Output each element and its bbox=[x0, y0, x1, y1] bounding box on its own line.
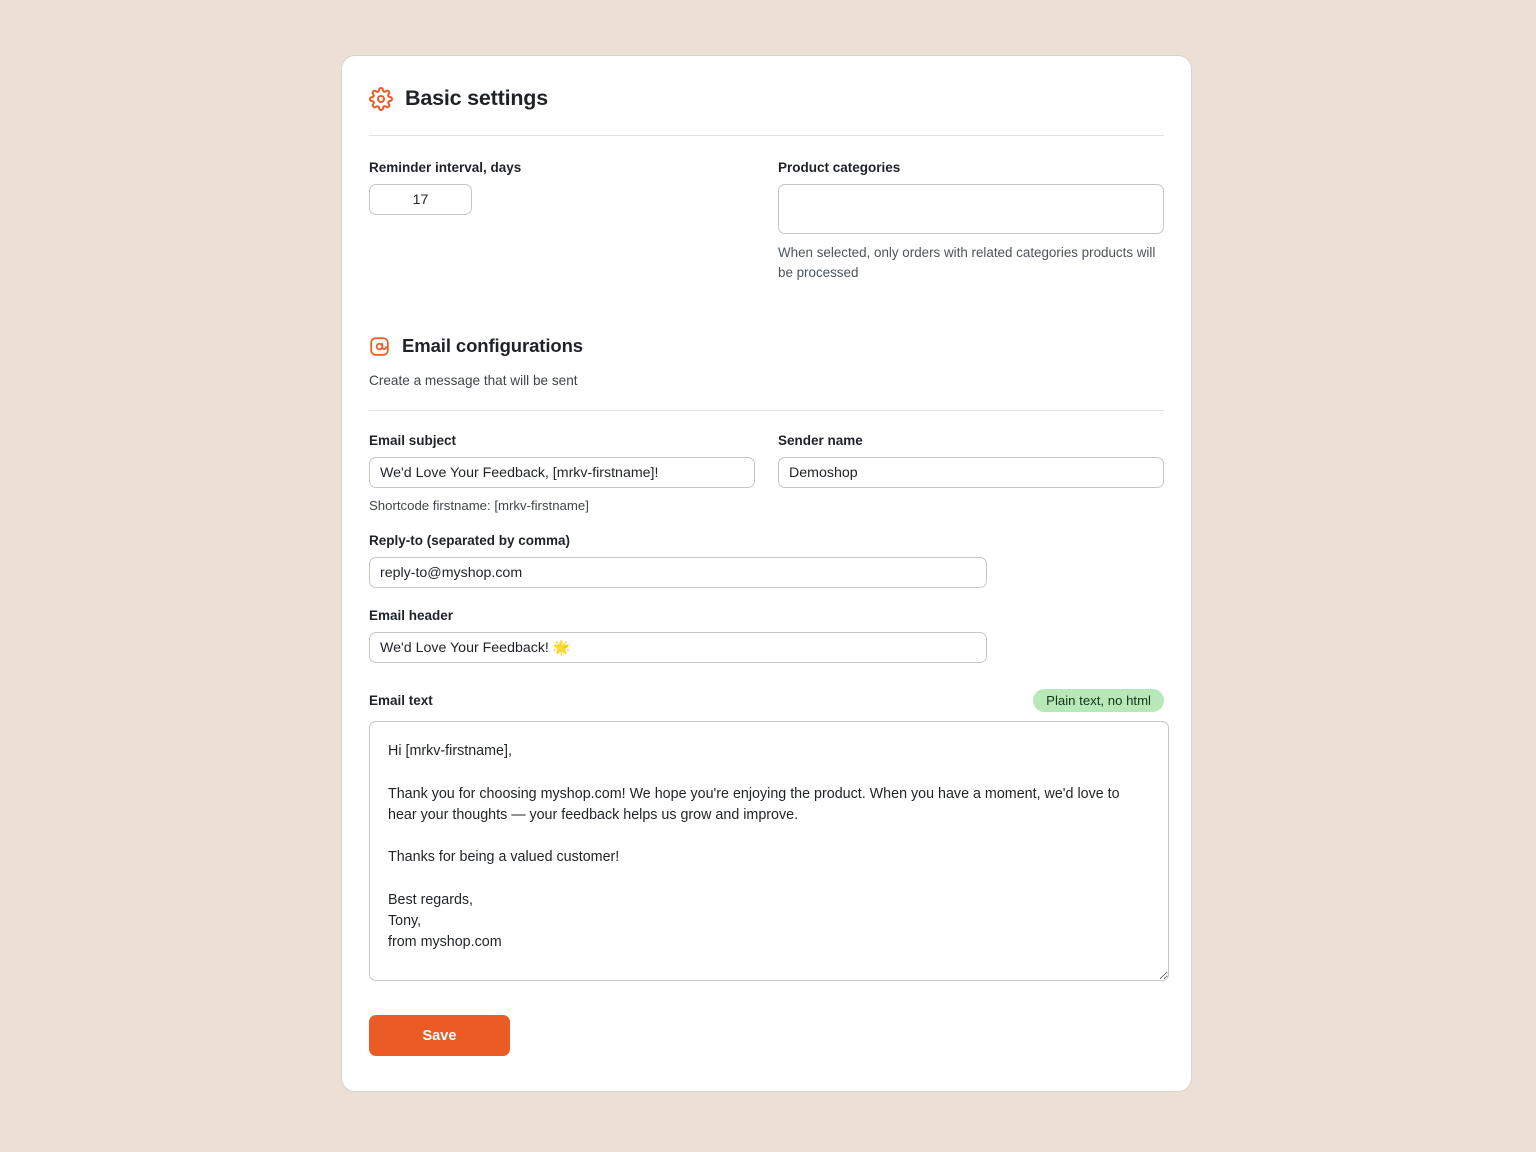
reply-to-group bbox=[369, 533, 1164, 588]
product-categories-hint: When selected, only orders with related categories products will be processed bbox=[778, 245, 1156, 281]
product-categories-input[interactable] bbox=[778, 184, 1164, 234]
at-sign-icon bbox=[369, 336, 390, 357]
reply-to-input[interactable] bbox=[369, 557, 987, 588]
email-subject-hint: Shortcode firstname: [mrkv-firstname] bbox=[369, 498, 589, 514]
save-button[interactable]: Save bbox=[369, 1015, 510, 1056]
sender-name-input[interactable] bbox=[778, 457, 1164, 488]
email-configurations-section bbox=[369, 335, 1164, 1056]
gear-icon bbox=[369, 87, 393, 111]
sender-name-label: Sender name bbox=[778, 433, 863, 449]
email-text-label: Email text bbox=[369, 693, 433, 709]
header-divider bbox=[369, 135, 1164, 136]
email-header-label: Email header bbox=[369, 608, 454, 624]
product-categories-group bbox=[778, 160, 1164, 283]
basic-settings-fields bbox=[369, 160, 1164, 283]
email-header-group bbox=[369, 608, 1164, 663]
email-subject-group bbox=[369, 433, 778, 513]
email-header-input[interactable] bbox=[369, 632, 987, 663]
subject-sender-row bbox=[369, 433, 1164, 513]
email-text-textarea[interactable] bbox=[369, 721, 1169, 981]
email-text-header-row bbox=[369, 689, 1164, 712]
email-config-description: Create a message that will be sent bbox=[369, 373, 578, 389]
sender-name-group bbox=[778, 433, 1164, 513]
plain-text-badge: Plain text, no html bbox=[1033, 689, 1164, 712]
email-config-header bbox=[369, 335, 1164, 357]
reply-to-label: Reply-to (separated by comma) bbox=[369, 533, 571, 549]
reminder-interval-input[interactable] bbox=[369, 184, 472, 215]
product-categories-label: Product categories bbox=[778, 160, 901, 175]
email-config-divider bbox=[369, 410, 1164, 411]
reminder-interval-label: Reminder interval, days bbox=[369, 160, 522, 175]
email-subject-input[interactable] bbox=[369, 457, 755, 488]
page-title: Basic settings bbox=[405, 86, 548, 110]
reminder-field-group bbox=[369, 160, 778, 283]
settings-card bbox=[341, 55, 1192, 1092]
email-subject-label: Email subject bbox=[369, 433, 457, 449]
email-config-title: Email configurations bbox=[402, 335, 583, 357]
basic-settings-header bbox=[369, 86, 1164, 111]
